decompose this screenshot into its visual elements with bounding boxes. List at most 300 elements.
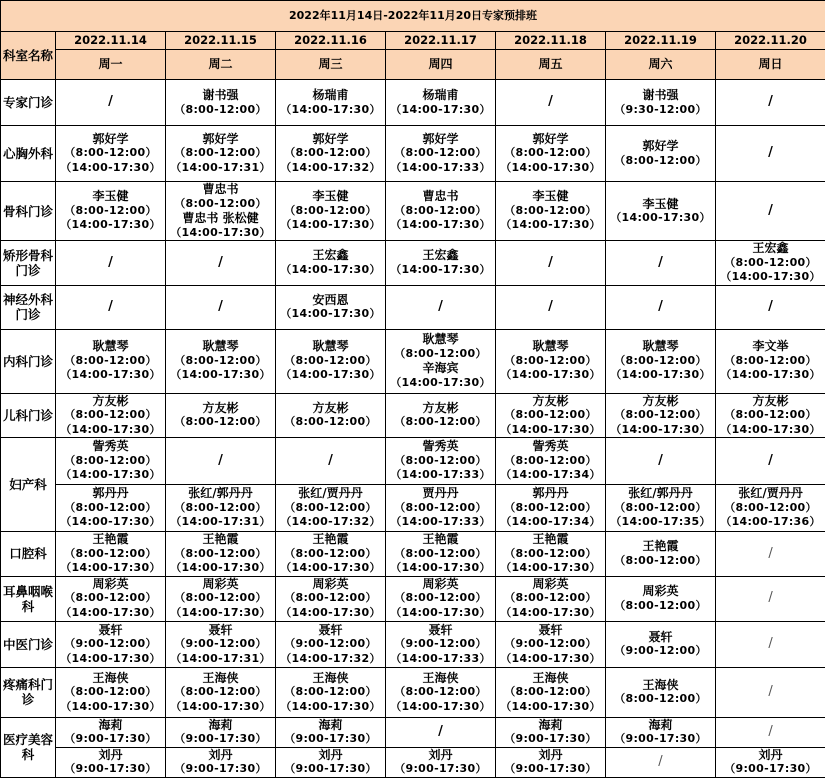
doctor-name: 方友彬 [752,393,789,408]
schedule-cell [276,393,386,438]
doctor-name: 杨瑞甫 [422,88,459,103]
doctor-name: 耿慧琴 [642,339,679,354]
time-slot: （8:00-12:00） [394,346,487,360]
time-slot: （14:00-17:30） [500,561,601,575]
doctor-name: 方友彬 [532,393,569,408]
schedule-cell [606,80,716,126]
time-slot: （8:00-12:00） [504,453,597,467]
time-slot: （14:00-17:30） [390,605,491,619]
time-slot: （8:00-12:00） [614,692,707,706]
schedule-cell [386,329,496,393]
time-slot: （8:00-12:00） [174,353,267,367]
schedule-cell [276,485,386,532]
title-row [1,1,825,32]
time-slot: （14:00-17:34） [500,515,601,529]
schedule-cell [276,241,386,286]
doctor-name: 刘丹 [208,747,233,762]
department-name: 专家门诊 [1,80,56,126]
department-row [1,485,825,532]
doctor-name: 耿慧琴 [422,332,459,347]
time-slot: （8:00-12:00） [64,353,157,367]
time-slot: （14:00-17:30） [500,651,601,665]
doctor-name: 李玉健 [642,196,679,211]
schedule-body [1,1,825,778]
time-slot: （8:00-12:00） [174,591,267,605]
schedule-cell [276,717,386,747]
time-slot: （8:00-12:00） [284,591,377,605]
doctor-name: 周彩英 [532,576,569,591]
schedule-cell [386,241,496,286]
time-slot: （9:00-17:30） [64,762,157,776]
weekday-row [1,50,825,80]
time-slot: （8:00-12:00） [284,546,377,560]
time-slot: （9:00-17:30） [724,762,817,776]
time-slot: （8:00-12:00） [724,408,817,422]
time-slot: （14:00-17:30） [280,368,381,382]
time-slot: （14:00-17:30） [390,262,491,276]
schedule-cell [56,485,166,532]
schedule-cell [56,717,166,747]
department-name: 心胸外科 [1,126,56,182]
time-slot: （14:00-17:35） [610,515,711,529]
time-slot: （8:00-12:00） [64,546,157,560]
time-slot: （8:00-12:00） [504,685,597,699]
schedule-cell [386,393,496,438]
time-slot: （8:00-12:00） [394,146,487,160]
empty-slot: / [716,576,825,621]
schedule-cell [606,667,716,717]
department-name: 骨科门诊 [1,182,56,241]
department-row [1,182,825,241]
department-name: 内科门诊 [1,329,56,393]
time-slot: （9:00-17:30） [614,732,707,746]
empty-slot: / [496,241,606,286]
schedule-cell [166,182,276,241]
schedule-cell [276,532,386,577]
schedule-cell [56,667,166,717]
doctor-name: 聂轩 [318,622,343,637]
time-slot: （14:00-17:32） [280,651,381,665]
time-slot: （8:00-12:00） [174,146,267,160]
schedule-cell [606,182,716,241]
schedule-cell [276,621,386,667]
date-header: 2022.11.15 [166,32,276,50]
schedule-cell [386,485,496,532]
schedule-cell [386,532,496,577]
doctor-name: 刘丹 [98,747,123,762]
doctor-name: 李玉健 [532,189,569,204]
schedule-cell [276,285,386,329]
date-header: 2022.11.17 [386,32,496,50]
time-slot: （8:00-12:00） [174,196,267,210]
time-slot: （8:00-12:00） [64,203,157,217]
doctor-name: 刘丹 [318,747,343,762]
time-slot: （14:00-17:33） [390,468,491,482]
time-slot: （14:00-17:30） [60,699,161,713]
department-row [1,621,825,667]
time-slot: （14:00-17:30） [170,605,271,619]
time-slot: （8:00-12:00） [614,598,707,612]
time-slot: （8:00-12:00） [724,500,817,514]
empty-slot: / [276,438,386,485]
doctor-name: 李玉健 [92,189,129,204]
department-row [1,393,825,438]
doctor-name: 杨瑞甫 [312,88,349,103]
doctor-name: 张红/郭丹丹 [628,486,693,501]
schedule-cell [276,329,386,393]
doctor-name: 李玉健 [312,189,349,204]
doctor-name: 周彩英 [422,576,459,591]
time-slot: （14:00-17:30） [610,368,711,382]
schedule-cell [716,393,825,438]
time-slot: （14:00-17:30） [500,218,601,232]
time-slot: （9:00-12:00） [284,637,377,650]
empty-slot: / [166,241,276,286]
time-slot: （14:00-17:32） [280,515,381,529]
time-slot: （8:00-12:00） [284,203,377,217]
schedule-cell [386,80,496,126]
time-slot: （8:00-12:00） [394,591,487,605]
time-slot: （8:00-12:00） [64,453,157,467]
schedule-cell [166,80,276,126]
time-slot: （14:00-17:30） [60,368,161,382]
department-row [1,532,825,577]
schedule-cell [56,532,166,577]
empty-slot: / [496,80,606,126]
doctor-name: 耿慧琴 [92,339,129,354]
doctor-name: 耿慧琴 [312,339,349,354]
schedule-cell [496,717,606,747]
department-name: 耳鼻咽喉科 [1,576,56,621]
time-slot: （8:00-12:00） [284,685,377,699]
doctor-name: 曹忠书 [422,189,459,204]
time-slot: （8:00-12:00） [504,353,597,367]
time-slot: （8:00-12:00） [284,353,377,367]
doctor-name: 郭丹丹 [532,486,569,501]
empty-slot: / [56,80,166,126]
schedule-cell [606,576,716,621]
schedule-cell [166,717,276,747]
doctor-name: 周彩英 [92,576,129,591]
time-slot: （8:00-12:00） [394,546,487,560]
time-slot: （9:30-12:00） [614,102,707,116]
doctor-name: 王海侠 [92,670,129,685]
schedule-cell [166,126,276,182]
doctor-name: 郭好学 [92,131,129,146]
doctor-name: 王宏鑫 [312,248,349,263]
doctor-name: 王艳霞 [422,532,459,547]
time-slot: （14:00-17:30） [60,160,161,174]
doctor-name: 张红/郭丹丹 [188,486,253,501]
time-slot: （9:00-17:30） [284,762,377,776]
time-slot: （14:00-17:30） [500,699,601,713]
doctor-name: 方友彬 [92,393,129,408]
time-slot: （14:00-17:36） [720,515,821,529]
schedule-cell [606,485,716,532]
doctor-name: 聂轩 [98,622,123,637]
doctor-name: 周彩英 [202,576,239,591]
time-slot: （8:00-12:00） [174,415,267,429]
empty-slot: / [606,241,716,286]
schedule-cell [386,576,496,621]
empty-slot: / [716,532,825,577]
time-slot: （8:00-12:00） [64,408,157,422]
department-row [1,80,825,126]
schedule-cell [166,485,276,532]
empty-slot: / [166,438,276,485]
time-slot: （9:00-17:30） [504,762,597,776]
schedule-cell [56,621,166,667]
time-slot: （8:00-12:00） [284,500,377,514]
empty-slot: / [716,285,825,329]
department-name: 疼痛科门诊 [1,667,56,717]
schedule-cell [166,576,276,621]
time-slot: （14:00-17:33） [390,515,491,529]
time-slot: （8:00-12:00） [394,453,487,467]
schedule-cell [276,667,386,717]
time-slot: （14:00-17:30） [390,375,491,389]
doctor-name: 李文举 [752,339,789,354]
time-slot: （14:00-17:30） [170,368,271,382]
time-slot: （8:00-12:00） [174,685,267,699]
time-slot: （9:00-17:30） [64,732,157,746]
doctor-name: 刘丹 [428,747,453,762]
doctor-name: 刘丹 [538,747,563,762]
time-slot: （14:00-17:30） [60,218,161,232]
doctor-name: 海莉 [318,717,343,732]
doctor-name: 方友彬 [312,400,349,415]
time-slot: （14:00-17:30） [500,422,601,436]
date-row [1,32,825,50]
time-slot: （14:00-17:30） [280,218,381,232]
doctor-name: 郭好学 [532,131,569,146]
time-slot: （14:00-17:30） [60,422,161,436]
schedule-cell [386,126,496,182]
time-slot: （8:00-12:00） [284,415,377,429]
schedule-cell [56,182,166,241]
doctor-name: 王海侠 [422,670,459,685]
schedule-cell [496,485,606,532]
department-name: 医疗美容科 [1,717,56,777]
doctor-name: 方友彬 [422,400,459,415]
weekday-header: 周二 [166,50,276,80]
empty-slot: / [716,80,825,126]
doctor-name: 方友彬 [202,400,239,415]
time-slot: （9:00-17:30） [394,762,487,776]
time-slot: （14:00-17:30） [60,605,161,619]
time-slot: （14:00-17:30） [610,422,711,436]
time-slot: （14:00-17:30） [500,605,601,619]
schedule-cell [606,126,716,182]
doctor-name: 海莉 [208,717,233,732]
schedule-cell [606,532,716,577]
department-name: 矫形骨科门诊 [1,241,56,286]
doctor-name: 王宏鑫 [422,248,459,263]
empty-slot: / [496,285,606,329]
doctor-name: 郭好学 [312,131,349,146]
time-slot: （9:00-17:30） [284,732,377,746]
date-header: 2022.11.20 [716,32,825,50]
schedule-cell [716,329,825,393]
time-slot: （8:00-12:00） [64,500,157,514]
time-slot: （14:00-17:30） [280,307,381,321]
schedule-title: 2022年11月14日-2022年11月20日专家预排班 [1,1,825,32]
empty-slot: / [716,667,825,717]
schedule-cell [496,126,606,182]
time-slot: （8:00-12:00） [394,500,487,514]
time-slot: （14:00-17:30） [170,699,271,713]
time-slot: （9:00-17:30） [174,732,267,746]
schedule-cell [56,329,166,393]
weekday-header: 周六 [606,50,716,80]
time-slot: （14:00-17:30） [280,605,381,619]
doctor-name: 辛海宾 [422,361,459,376]
time-slot: （14:00-17:32） [280,160,381,174]
doctor-name: 郭好学 [202,131,239,146]
time-slot: （14:00-17:30） [280,699,381,713]
time-slot: （8:00-12:00） [504,546,597,560]
schedule-cell [716,241,825,286]
time-slot: （14:00-17:30） [60,515,161,529]
time-slot: （14:00-17:33） [390,651,491,665]
empty-slot: / [56,241,166,286]
time-slot: （9:00-12:00） [64,637,157,650]
schedule-cell [56,393,166,438]
time-slot: （8:00-12:00） [284,146,377,160]
time-slot: （8:00-12:00） [64,591,157,605]
department-name: 口腔科 [1,532,56,577]
schedule-cell [386,621,496,667]
empty-slot: / [716,621,825,667]
schedule-cell [166,747,276,777]
time-slot: （8:00-12:00） [394,203,487,217]
schedule-cell [276,126,386,182]
doctor-name: 聂轩 [208,622,233,637]
time-slot: （14:00-17:33） [390,160,491,174]
department-row [1,285,825,329]
time-slot: （14:00-17:30） [390,561,491,575]
time-slot: （8:00-12:00） [614,353,707,367]
time-slot: （9:00-17:30） [174,762,267,776]
time-slot: （8:00-12:00） [394,685,487,699]
empty-slot: / [166,285,276,329]
date-header: 2022.11.14 [56,32,166,50]
doctor-name: 王海侠 [202,670,239,685]
schedule-cell [56,747,166,777]
doctor-name: 方友彬 [642,393,679,408]
doctor-name: 聂轩 [538,622,563,637]
doctor-name: 王艳霞 [642,539,679,554]
empty-slot: / [716,182,825,241]
time-slot: （14:00-17:30） [390,102,491,116]
time-slot: （14:00-17:30） [390,699,491,713]
schedule-cell [496,576,606,621]
doctor-name: 海莉 [538,717,563,732]
doctor-name: 张红/贾丹丹 [298,486,363,501]
time-slot: （14:00-17:30） [610,211,711,225]
doctor-name: 王宏鑫 [752,241,789,256]
schedule-cell [716,747,825,777]
doctor-name: 海莉 [648,717,673,732]
empty-slot: / [606,747,716,777]
doctor-name: 安西恩 [312,292,349,307]
doctor-name: 曹忠书 张松健 [182,211,259,226]
time-slot: （14:00-17:30） [60,651,161,665]
time-slot: （14:00-17:30） [390,218,491,232]
time-slot: （9:00-12:00） [394,637,487,650]
empty-slot: / [606,285,716,329]
time-slot: （14:00-17:30） [60,468,161,482]
weekday-header: 周四 [386,50,496,80]
time-slot: （14:00-17:30） [500,160,601,174]
doctor-name: 訾秀英 [422,439,459,454]
time-slot: （8:00-12:00） [614,153,707,167]
schedule-cell [606,621,716,667]
schedule-cell [386,182,496,241]
time-slot: （9:00-12:00） [614,644,707,658]
doctor-name: 耿慧琴 [202,339,239,354]
doctor-name: 訾秀英 [532,439,569,454]
schedule-cell [166,532,276,577]
time-slot: （14:00-17:31） [170,160,271,174]
schedule-cell [386,667,496,717]
doctor-name: 聂轩 [428,622,453,637]
time-slot: （14:00-17:30） [60,561,161,575]
department-name: 中医门诊 [1,621,56,667]
time-slot: （14:00-17:31） [170,515,271,529]
empty-slot: / [386,717,496,747]
schedule-cell [386,747,496,777]
doctor-name: 王海侠 [642,677,679,692]
schedule-cell [166,621,276,667]
doctor-name: 王艳霞 [312,532,349,547]
doctor-name: 刘丹 [758,747,783,762]
schedule-cell [386,438,496,485]
department-name: 神经外科门诊 [1,285,56,329]
time-slot: （14:00-17:30） [280,102,381,116]
date-header: 2022.11.16 [276,32,386,50]
doctor-name: 周彩英 [642,584,679,599]
time-slot: （8:00-12:00） [614,408,707,422]
schedule-cell [166,667,276,717]
doctor-name: 訾秀英 [92,439,129,454]
schedule-cell [496,621,606,667]
schedule-cell [606,717,716,747]
time-slot: （9:00-17:30） [504,732,597,746]
weekday-header: 周五 [496,50,606,80]
department-row [1,438,825,485]
schedule-cell [276,747,386,777]
time-slot: （8:00-12:00） [504,591,597,605]
time-slot: （8:00-12:00） [724,353,817,367]
schedule-cell [496,667,606,717]
time-slot: （8:00-12:00） [174,500,267,514]
empty-slot: / [56,285,166,329]
time-slot: （8:00-12:00） [504,408,597,422]
doctor-name: 谢书强 [642,88,679,103]
schedule-cell [496,393,606,438]
weekday-header: 周三 [276,50,386,80]
weekday-header: 周一 [56,50,166,80]
doctor-name: 王艳霞 [532,532,569,547]
time-slot: （8:00-12:00） [64,685,157,699]
department-row [1,241,825,286]
schedule-cell [716,485,825,532]
doctor-name: 贾丹丹 [422,486,459,501]
time-slot: （14:00-17:30） [170,561,271,575]
time-slot: （8:00-12:00） [504,500,597,514]
department-row [1,329,825,393]
